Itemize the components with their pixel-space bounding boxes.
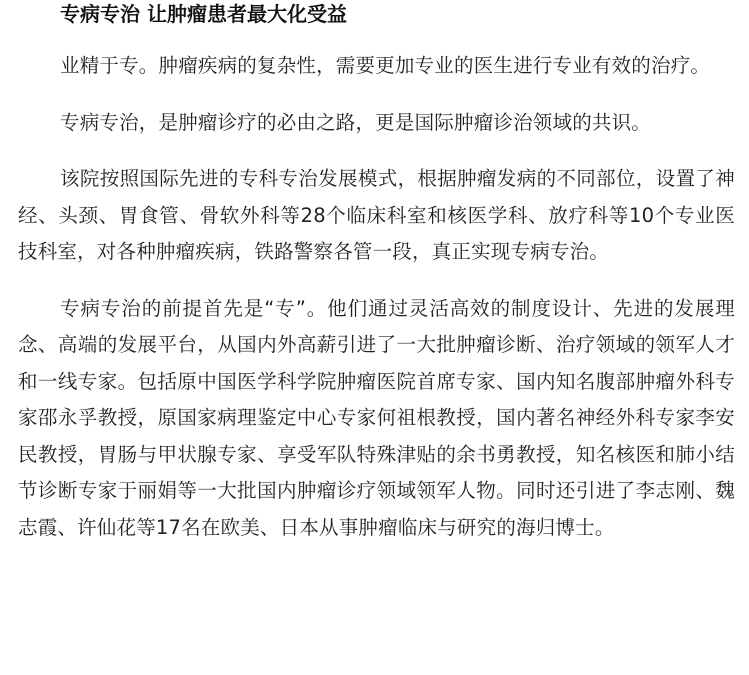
paragraph-3: 该院按照国际先进的专科专治发展模式，根据肿瘤发病的不同部位，设置了神经、头颈、胃食管、骨软外科等28个临床科室和核医学科、放疗科等10个专业医技科室，对各种肿瘤疾病，铁路警察各管一段，真正实现专病专治。 (18, 167, 735, 263)
paragraph-1: 业精于专。肿瘤疾病的复杂性，需要更加专业的医生进行专业有效的治疗。 (60, 54, 711, 77)
section-heading: 专病专治 让肿瘤患者最大化受益 (60, 2, 347, 26)
paragraph-2: 专病专治，是肿瘤诊疗的必由之路，更是国际肿瘤诊治领域的共识。 (60, 110, 652, 134)
paragraph-4: 专病专治的前提首先是“专”。他们通过灵活高效的制度设计、先进的发展理念、高端的发展平台，从国内外高薪引进了一大批肿瘤诊断、治疗领域的领军人才和一线专家。包括原中国医学科学院肿瘤医院首席专家、国内知名腹部肿瘤外科专家邵永孚教授，原国家病理鉴定中心专家何祖根教授，国内著名神经外科专家李安民教授，胃肠与甲状腺专家、享受军队特殊津贴的余书勇教授，知名核医和肺小结节诊断专家于丽娟等一大批国内肿瘤诊疗领域领军人物。同时还引进了李志刚、魏志霞、许仙花等17名在欧美、日本从事肿瘤临床与研究的海归博士。 (18, 296, 735, 539)
